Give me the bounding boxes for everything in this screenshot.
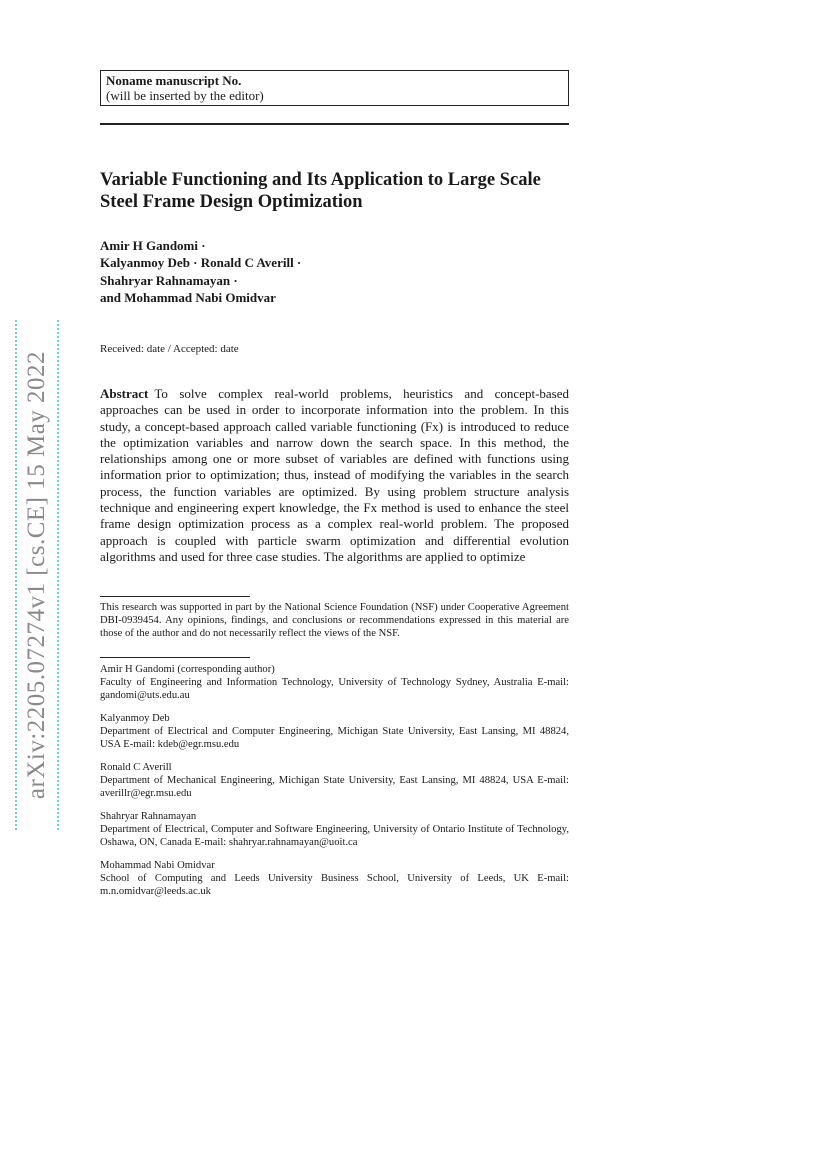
affiliation-address: Department of Electrical and Computer Engineering, Michigan State University, East Lansing, MI 48824, USA E-mail: kdeb@egr.msu.edu	[100, 726, 569, 750]
affiliation-name: Kalyanmoy Deb	[100, 713, 170, 724]
editor-note: (will be inserted by the editor)	[106, 88, 264, 103]
abstract-label: Abstract	[100, 386, 149, 401]
stamp-border-left	[15, 320, 17, 830]
abstract	[100, 386, 569, 565]
affiliation-name: Amir H Gandomi (corresponding author)	[100, 664, 275, 675]
header-rule	[100, 123, 569, 125]
funding-footnote: This research was supported in part by the National Science Foundation (NSF) under Cooperative Agreement DBI-0939454. Any opinions, findings, and conclusions or recommendations expressed in this material are those of the author and do not necessarily reflect the views of the NSF.	[100, 602, 569, 639]
affiliation-address: Faculty of Engineering and Information Technology, University of Technology Sydney, Australia E-mail: gandomi@uts.edu.au	[100, 677, 569, 701]
affiliation-entry	[100, 859, 569, 898]
author-line: Shahryar Rahnamayan ·	[100, 272, 238, 288]
paper-title: Variable Functioning and Its Application to Large Scale Steel Frame Design Optimization	[100, 170, 541, 212]
affiliation-name: Ronald C Averill	[100, 762, 172, 773]
affiliation-entry	[100, 761, 569, 800]
affiliation-entry	[100, 663, 569, 702]
abstract-text: To solve complex real-world problems, heuristics and concept-based approaches can be used in order to incorporate information into the problem. In this study, a concept-based approach called variable functioning (Fx) is introduced to reduce the optimization variables and narrow down the search space. In this method, the relationships among one or more subset of variables are defined with functions using information prior to optimization; thus, instead of modifying the variables in the search process, the function variables are optimized. By using problem structure analysis technique and engineering expert knowledge, the Fx method is used to enhance the steel frame design optimization process as a complex real-world problem. The proposed approach is coupled with particle swarm optimization and differential evolution algorithms and used for three case studies. The algorithms are applied to optimize	[100, 386, 569, 564]
affiliation-name: Shahryar Rahnamayan	[100, 811, 197, 822]
author-list	[100, 237, 569, 306]
received-accepted-dates: Received: date / Accepted: date	[100, 343, 239, 355]
affiliation-address: School of Computing and Leeds University Business School, University of Leeds, UK E-mail: m.n.omidvar@leeds.ac.uk	[100, 873, 569, 897]
affiliation-address: Department of Mechanical Engineering, Michigan State University, East Lansing, MI 48824, USA E-mail: averillr@egr.msu.edu	[100, 775, 569, 799]
manuscript-number-label: Noname manuscript No.	[106, 73, 242, 88]
affiliation-list	[100, 663, 569, 908]
footnote-rule	[100, 596, 250, 597]
affiliation-address: Department of Electrical, Computer and Software Engineering, University of Ontario Institute of Technology, Oshawa, ON, Canada E-mail: shahryar.rahnamayan@uoit.ca	[100, 824, 569, 848]
affiliation-entry	[100, 810, 569, 849]
author-line: Kalyanmoy Deb · Ronald C Averill ·	[100, 255, 302, 271]
arxiv-identifier: arXiv:2205.07274v1 [cs.CE] 15 May 2022	[23, 350, 50, 800]
author-line: and Mohammad Nabi Omidvar	[100, 289, 276, 305]
author-line: Amir H Gandomi ·	[100, 238, 206, 253]
affiliation-name: Mohammad Nabi Omidvar	[100, 860, 215, 871]
stamp-border-right	[57, 320, 59, 830]
manuscript-number-box	[100, 70, 569, 106]
affiliation-rule	[100, 657, 250, 658]
affiliation-entry	[100, 712, 569, 751]
arxiv-identifier-stamp	[12, 320, 62, 830]
